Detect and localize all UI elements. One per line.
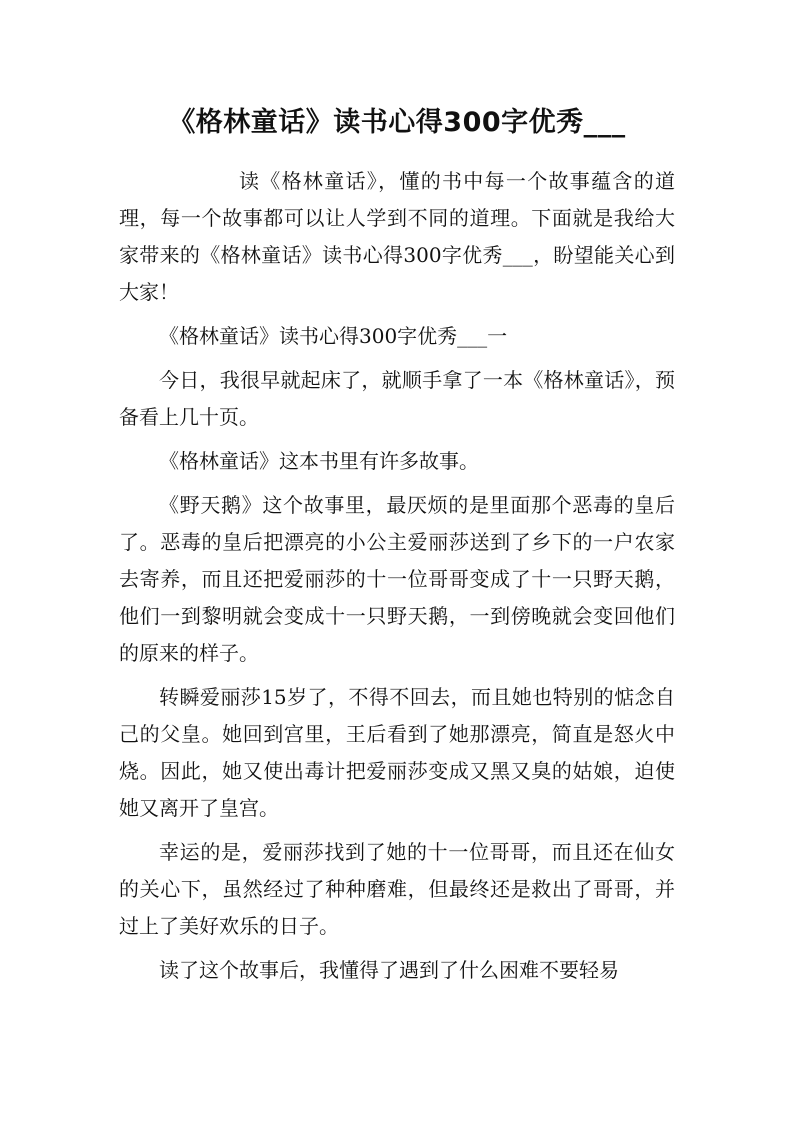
document-body <box>119 163 675 996</box>
intro-paragraph: 读《格林童话》，懂的书中每一个故事蕴含的道理，每一个故事都可以让人学到不同的道理。下面就是我给大家带来的《格林童话》读书心得300字优秀___，盼望能关心到大家！ <box>119 169 675 304</box>
paragraph: 《格林童话》这本书里有许多故事。 <box>159 449 479 473</box>
paragraph: 读了这个故事后，我懂得了遇到了什么困难不要轻易 <box>159 958 619 982</box>
paragraph: 今日，我很早就起床了，就顺手拿了一本《格林童话》，预备看上几十页。 <box>119 368 675 429</box>
section-heading: 《格林童话》读书心得300字优秀___一 <box>159 324 508 348</box>
paragraph: 《野天鹅》这个故事里，最厌烦的是里面那个恶毒的皇后了。恶毒的皇后把漂亮的小公主爱丽莎送到了乡下的一户农家去寄养，而且还把爱丽莎的十一位哥哥变成了十一只野天鹅，他们一到黎明就会变成十一只野天鹅，一到傍晚就会变回他们的原来的样子。 <box>119 493 675 665</box>
document-title: 《格林童话》读书心得300字优秀___ <box>168 107 626 138</box>
paragraph: 转瞬爱丽莎15岁了，不得不回去，而且她也特别的惦念自己的父皇。她回到宫里，王后看到了她那漂亮，简直是怒火中烧。因此，她又使出毒计把爱丽莎变成又黑又臭的姑娘，迫使她又离开了皇宫。 <box>119 685 675 820</box>
paragraph: 幸运的是，爱丽莎找到了她的十一位哥哥，而且还在仙女的关心下，虽然经过了种种磨难，但最终还是救出了哥哥，并过上了美好欢乐的日子。 <box>119 840 675 938</box>
